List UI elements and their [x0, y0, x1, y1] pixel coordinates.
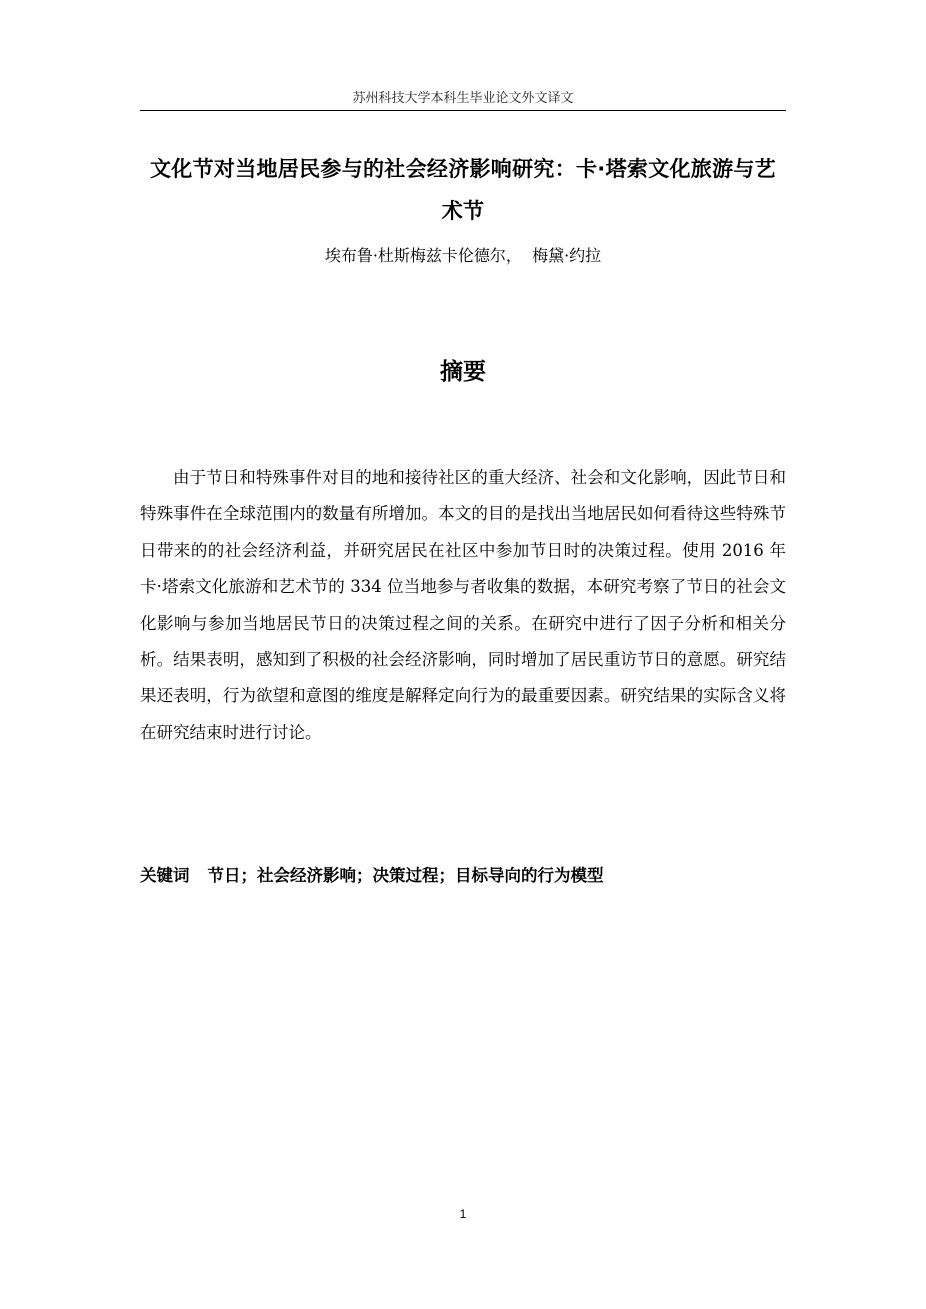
keywords-line — [140, 862, 786, 890]
paper-title: 文化节对当地居民参与的社会经济影响研究：卡·塔索文化旅游与艺术节 — [150, 157, 776, 223]
keywords-label: 关键词 — [140, 866, 190, 885]
paper-authors: 埃布鲁·杜斯梅兹卡伦德尔， 梅黛·约拉 — [324, 246, 602, 265]
running-header: 苏州科技大学本科生毕业论文外文译文 — [352, 91, 574, 106]
abstract-heading: 摘要 — [440, 359, 486, 385]
page-number: 1 — [459, 1207, 467, 1221]
header-divider — [140, 110, 786, 111]
keywords-text: 节日；社会经济影响；决策过程；目标导向的行为模型 — [207, 866, 604, 885]
abstract-body: 由于节日和特殊事件对目的地和接待社区的重大经济、社会和文化影响，因此节日和特殊事件在全球范围内的数量有所增加。本文的目的是找出当地居民如何看待这些特殊节日带来的的社会经济利益，并研究居民在社区中参加节日时的决策过程。使用 2016 年卡·塔索文化旅游和艺术节的 334 位当地参与者收集的数据，本研究考察了节日的社会文化影响与参加当地居民节日的决策过程之间的关系。在研究中进行了因子分析和相关分析。结果表明，感知到了积极的社会经济影响，同时增加了居民重访节日的意愿。研究结果还表明，行为欲望和意图的维度是解释定向行为的最重要因素。研究结果的实际含义将在研究结束时进行讨论。 — [140, 468, 786, 742]
